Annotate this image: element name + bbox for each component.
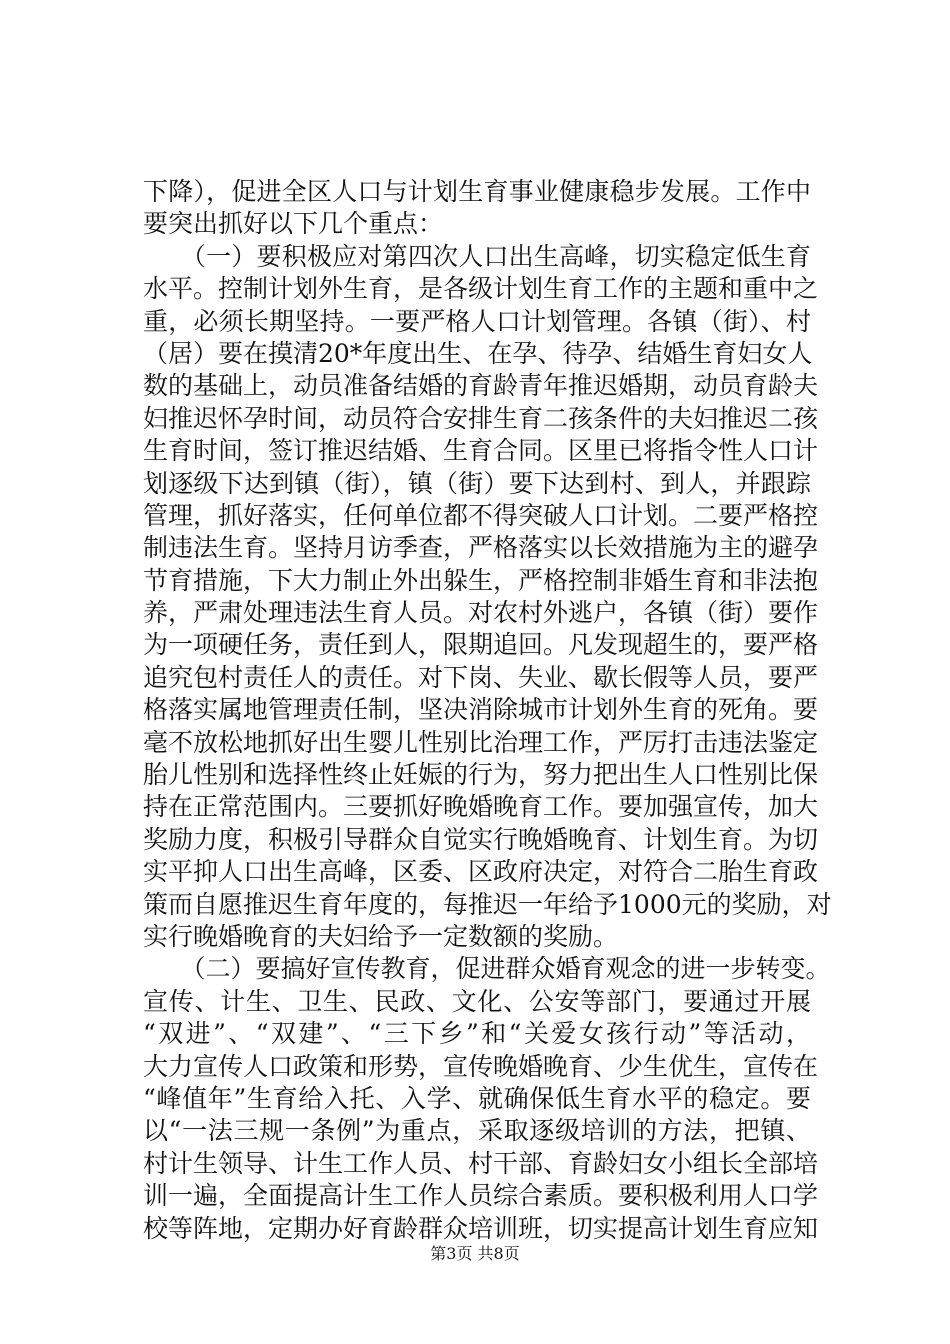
text-line: 下降），促进全区人口与计划生育事业健康稳步发展。工作中 bbox=[143, 177, 811, 206]
page-number-footer: 第3页 共8页 bbox=[430, 1244, 520, 1263]
text-line: 重，必须长期坚持。一要严格人口计划管理。各镇（街）、村 bbox=[143, 306, 811, 336]
text-line: 以“一法三规一条例”为重点，采取逐级培训的方法，把镇、 bbox=[143, 1116, 811, 1146]
text-line: 为一项硬任务，责任到人，限期追回。凡发现超生的，要严格 bbox=[143, 630, 819, 660]
text-line: 毫不放松地抓好出生婴儿性别比治理工作，严厉打击违法鉴定 bbox=[143, 727, 819, 757]
text-line: （居）要在摸清20*年度出生、在孕、待孕、结婚生育妇女人 bbox=[143, 338, 813, 368]
text-line: 实平抑人口出生高峰，区委、区政府决定，对符合二胎生育政 bbox=[143, 857, 819, 887]
text-line: 校等阵地，定期办好育龄群众培训班，切实提高计划生育应知 bbox=[143, 1213, 819, 1243]
text-line: 奖励力度，积极引导群众自觉实行晚婚晚育、计划生育。为切 bbox=[143, 824, 819, 854]
text-line: 生育时间，签订推迟结婚、生育合同。区里已将指令性人口计 bbox=[143, 436, 819, 466]
text-line: 管理，抓好落实，任何单位都不得突破人口计划。二要严格控 bbox=[143, 500, 819, 530]
text-line: 追究包村责任人的责任。对下岗、失业、歇长假等人员，要严 bbox=[143, 662, 819, 692]
text-line: 制违法生育。坚持月访季查，严格落实以长效措施为主的避孕 bbox=[143, 533, 819, 563]
text-line: 策而自愿推迟生育年度的，每推迟一年给予1000元的奖励，对 bbox=[143, 889, 832, 919]
text-line: “峰值年”生育给入托、入学、就确保低生育水平的稳定。要 bbox=[143, 1083, 811, 1113]
text-line: 村计生领导、计生工作人员、村干部、育龄妇女小组长全部培 bbox=[143, 1148, 819, 1178]
text-line: 胎儿性别和选择性终止妊娠的行为，努力把出生人口性别比保 bbox=[143, 760, 819, 790]
text-line: 训一遍，全面提高计生工作人员综合素质。要积极利用人口学 bbox=[143, 1181, 819, 1211]
text-line: （二）要搞好宣传教育，促进群众婚育观念的进一步转变。 bbox=[143, 954, 831, 984]
text-line: 划逐级下达到镇（街），镇（街）要下达到村、到人，并跟踪 bbox=[143, 468, 811, 498]
text-line: 养，严肃处理违法生育人员。对农村外逃户，各镇（街）要作 bbox=[143, 598, 819, 628]
text-line: 大力宣传人口政策和形势，宣传晚婚晚育、少生优生，宣传在 bbox=[143, 1051, 819, 1081]
text-line: 宣传、计生、卫生、民政、文化、公安等部门，要通过开展 bbox=[143, 986, 811, 1016]
document-body bbox=[143, 176, 832, 1245]
text-line: 数的基础上，动员准备结婚的育龄青年推迟婚期，动员育龄夫 bbox=[143, 371, 819, 401]
text-line: 格落实属地管理责任制，坚决消除城市计划外生育的死角。要 bbox=[143, 695, 819, 725]
text-line: 节育措施，下大力制止外出躲生，严格控制非婚生育和非法抱 bbox=[143, 565, 819, 595]
text-line: 水平。控制计划外生育，是各级计划生育工作的主题和重中之 bbox=[143, 274, 819, 304]
text-line: 实行晚婚晚育的夫妇给予一定数额的奖励。 bbox=[143, 921, 619, 951]
text-line: 持在正常范围内。三要抓好晚婚晚育工作。要加强宣传，加大 bbox=[143, 792, 819, 822]
text-line: （一）要积极应对第四次人口出生高峰，切实稳定低生育 bbox=[143, 241, 811, 271]
text-line: 要突出抓好以下几个重点： bbox=[143, 209, 444, 239]
text-line: “双进”、“双建”、“三下乡”和“关爱女孩行动”等活动， bbox=[143, 1019, 811, 1049]
text-line: 妇推迟怀孕时间，动员符合安排生育二孩条件的夫妇推迟二孩 bbox=[143, 403, 819, 433]
